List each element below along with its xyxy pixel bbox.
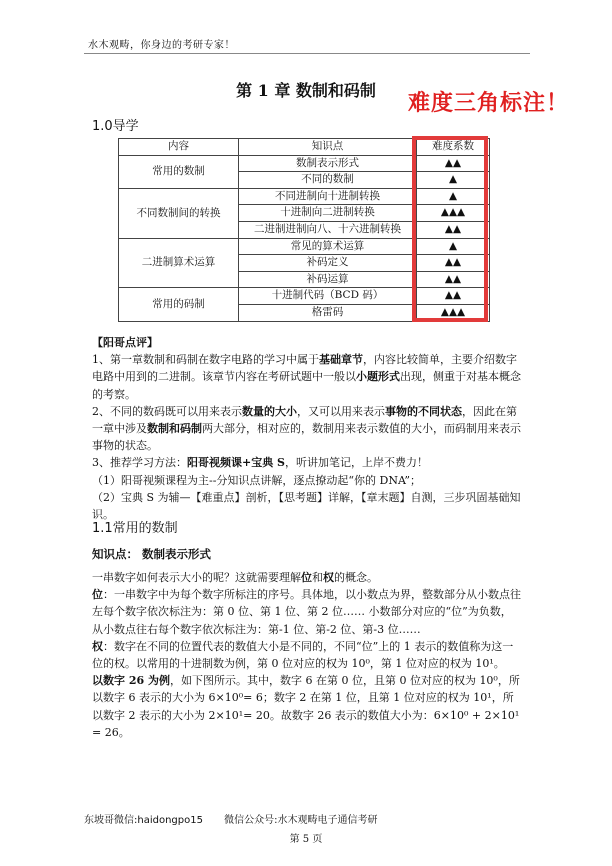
commentary-paragraph: （1）阳哥视频课程为主--分知识点讲解，逐点撩动起“你的 DNA”； [92, 473, 421, 487]
page-footer [84, 811, 396, 826]
body-paragraph: 位：一串数字中为每个数字所标注的序号。具体地，以小数点为界，整数部分从小数点往左每个数字依次标注为：第 0 位、第 1 位、第 2 位…… 小数部分对应的“位”为负数，从小数点往右每个数字依次标注为：第-1 位、第-2 位、第-3 位…… [92, 588, 521, 636]
commentary-block [92, 334, 522, 523]
page-number: 第 5 页 [289, 834, 323, 845]
body-text [92, 569, 522, 741]
topic-cell: 不同进制向十进制转换 [239, 188, 417, 205]
difficulty-cell: ▲ [417, 172, 490, 189]
difficulty-cell: ▲▲ [417, 288, 490, 305]
difficulty-annotation: 难度三角标注！ [408, 91, 570, 116]
category-cell: 二进制算术运算 [119, 238, 239, 288]
commentary-paragraph: 1、第一章数制和码制在数字电路的学习中属于基础章节，内容比较简单，主要介绍数字电路中用到的二进制。该章节内容在考研试题中一般以小题形式出现，侧重于对基本概念的考察。 [92, 353, 521, 401]
topic-cell: 补码运算 [239, 271, 417, 288]
difficulty-cell: ▲ [417, 188, 490, 205]
category-cell: 不同数制间的转换 [119, 188, 239, 238]
commentary-heading: 【阳哥点评】 [92, 336, 158, 349]
topic-cell: 十进制向二进制转换 [239, 205, 417, 222]
difficulty-cell: ▲▲▲ [417, 205, 490, 222]
difficulty-cell: ▲ [417, 238, 490, 255]
topic-cell: 十进制代码（BCD 码） [239, 288, 417, 305]
chapter-title: 第 1 章 数制和码制 [236, 81, 376, 100]
table-header-cell: 知识点 [239, 139, 417, 156]
table-header-cell: 难度系数 [417, 139, 490, 156]
topic-cell: 常见的算术运算 [239, 238, 417, 255]
difficulty-cell: ▲▲ [417, 271, 490, 288]
footer-official-account: 微信公众号:水木观畴电子通信考研 [224, 815, 378, 826]
section-heading-1-1: 1.1常用的数制 [92, 521, 178, 536]
header-divider [84, 53, 530, 54]
topic-cell: 补码定义 [239, 255, 417, 272]
difficulty-cell: ▲▲ [417, 155, 490, 172]
table-header-cell: 内容 [119, 139, 239, 156]
commentary-paragraph: （2）宝典 S 为辅—【难重点】剖析，【思考题】详解，【章末题】自测，三步巩固基础知识。 [92, 490, 521, 522]
body-paragraph: 权：数字在不同的位置代表的数值大小是不同的，不同“位”上的 1 表示的数值称为这一位的权。以常用的十进制数为例，第 0 位对应的权为 10⁰，第 1 位对应的权为 10¹。 [92, 639, 514, 671]
category-cell: 常用的数制 [119, 155, 239, 188]
topic-cell: 二进制进制向八、十六进制转换 [239, 221, 417, 238]
footer-wechat: 东坡哥微信:haidongpo15 [84, 815, 203, 826]
topic-cell: 不同的数制 [239, 172, 417, 189]
difficulty-cell: ▲▲ [417, 255, 490, 272]
category-cell: 常用的码制 [119, 288, 239, 321]
difficulty-cell: ▲▲ [417, 221, 490, 238]
topic-cell: 格雷码 [239, 304, 417, 321]
commentary-paragraph: 3、推荐学习方法：阳哥视频课+宝典 S，听讲加笔记，上岸不费力！ [92, 456, 428, 470]
commentary-paragraph: 2、不同的数码既可以用来表示数量的大小，又可以用来表示事物的不同状态，因此在第一章中涉及数制和码制两大部分，相对应的，数制用来表示数值的大小，而码制用来表示事物的状态。 [92, 404, 521, 453]
page-header: 水木观畴，你身边的考研专家！ [88, 40, 235, 51]
knowledge-point-heading: 知识点： 数制表示形式 [92, 547, 212, 561]
topic-cell: 数制表示形式 [239, 155, 417, 172]
body-paragraph: 一串数字如何表示大小的呢？这就需要理解位和权的概念。 [92, 571, 378, 584]
difficulty-cell: ▲▲▲ [417, 304, 490, 321]
difficulty-highlight-box [412, 136, 488, 322]
section-heading-1-0: 1.0导学 [92, 119, 139, 134]
body-paragraph: 以数字 26 为例，如下图所示。其中，数字 6 在第 0 位，且第 0 位对应的权为 10⁰，所以数字 6 表示的大小为 6×10⁰= 6；数字 2 在第 1 位，且第 1 位对应的权为 10¹，所以数字 2 表示的大小为 2×10¹= 20。故数字 26 表示的数值大小为：6×10⁰ + 2×10¹ = 26。 [92, 674, 520, 739]
